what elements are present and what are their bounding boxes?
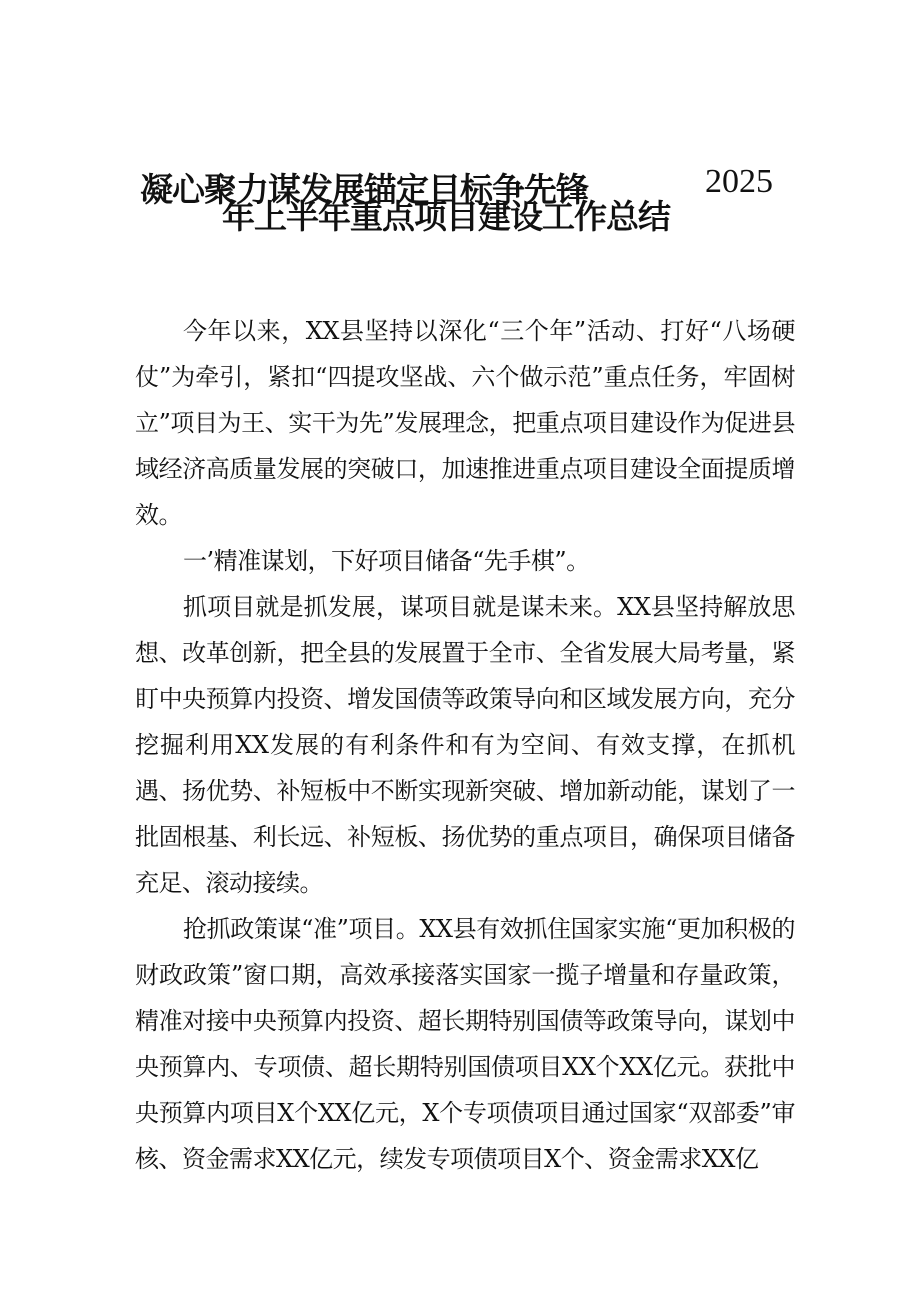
document-body [135,308,795,1182]
document-title [0,160,920,270]
title-year: 2025 [705,163,773,200]
paragraph-intro: 今年以来，XX县坚持以深化“三个年”活动、打好“八场硬仗”为牵引，紧扣“四提攻坚战、六个做示范”重点任务，牢固树立”项目为王、实干为先”发展理念，把重点项目建设作为促进县域经济高质量发展的突破口，加速推进重点项目建设全面提质增效。 [135,317,795,529]
title-line-1: 凝心聚力谋发展锚定目标争先锋 [140,170,588,209]
paragraph-policy: 抢抓政策谋“准”项目。XX县有效抓住国家实施“更加积极的财政政策”窗口期，高效承接落实国家一揽子增量和存量政策，精准对接中央预算内投资、超长期特别国债等政策导向，谋划中央预算内、专项债、超长期特别国债项目XX个XX亿元。获批中央预算内项目X个XX亿元，X个专项债项目通过国家“双部委”审核、资金需求XX亿元，续发专项债项目X个、资金需求XX亿 [135,915,795,1173]
section-heading-1: 一’精准谋划，下好项目储备“先手棋”。 [183,547,590,575]
paragraph-planning: 抓项目就是抓发展，谋项目就是谋未来。XX县坚持解放思想、改革创新，把全县的发展置于全市、全省发展大局考量，紧盯中央预算内投资、增发国债等政策导向和区域发展方向，充分挖掘利用XX发展的有利条件和有为空间、有效支撑，在抓机遇、扬优势、补短板中不断实现新突破、增加新动能，谋划了一批固根基、利长远、补短板、扬优势的重点项目，确保项目储备充足、滚动接续。 [135,593,795,897]
title-line-2: 年上半年重点项目建设工作总结 [222,197,670,236]
